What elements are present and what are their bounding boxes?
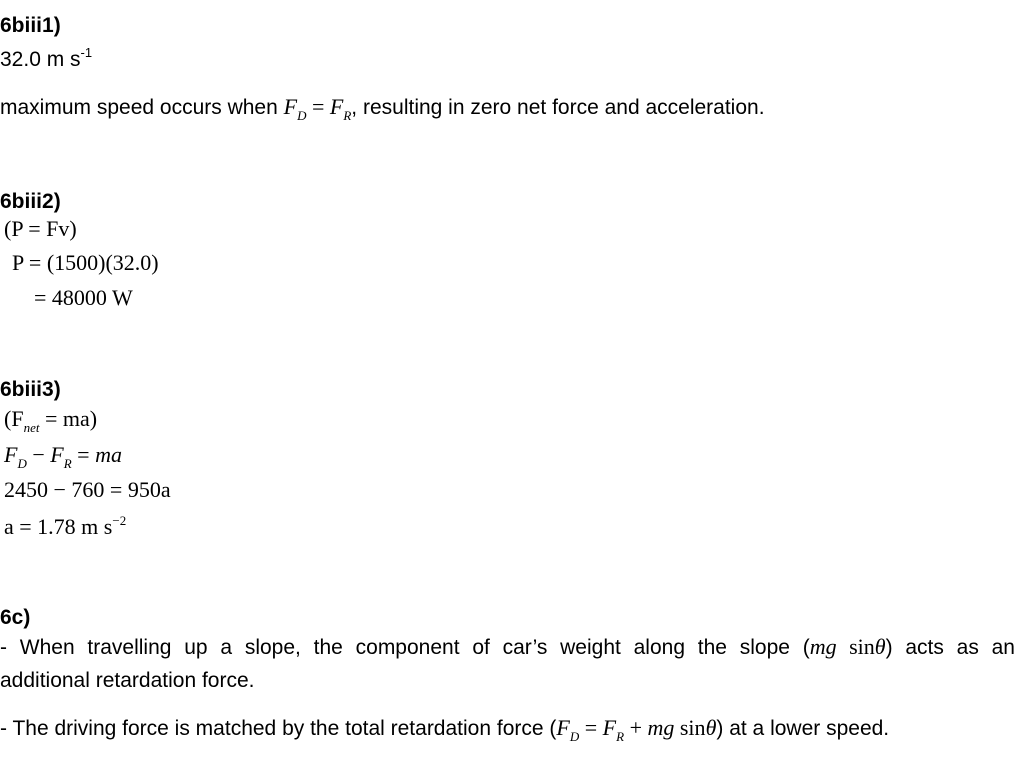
formula-newton-subscript: net <box>23 420 40 435</box>
answer-6biii1 <box>0 45 92 72</box>
acceleration-value: a = 1.78 m s <box>4 514 113 539</box>
equation-fd-equals-fr: $F_D = F_R$ <box>283 94 352 123</box>
answer-value: 32.0 m s <box>0 48 81 71</box>
formula-newton <box>4 406 97 436</box>
formula-newton-part-b: = ma) <box>39 406 98 431</box>
equation-numeric: 2450 − 760 = 950a <box>4 477 171 502</box>
answer-exponent: -1 <box>80 45 93 60</box>
acceleration-exponent: −2 <box>112 513 127 528</box>
bullet-1-line-1 <box>0 630 1015 665</box>
explanation-text-after: , resulting in zero net force and acceleration. <box>351 96 765 119</box>
explanation-text-before: maximum speed occurs when <box>0 96 278 119</box>
heading-6biii3: 6biii3) <box>0 378 61 401</box>
heading-6biii2: 6biii2) <box>0 190 61 213</box>
equation-fd-minus-fr: $F_D - F_R$ = ma <box>4 442 122 471</box>
bullet-2 <box>0 711 1015 754</box>
equation-total-retardation: $F_D = F_R$ + mg sinθ <box>556 715 717 744</box>
formula-newton-part-a: (F <box>4 406 24 431</box>
power-result: = 48000 W <box>34 285 133 310</box>
bullet-2-text-b: ) at a lower speed. <box>716 717 890 740</box>
bullet-1-line-2: additional retardation force. <box>0 669 255 692</box>
power-substitution: P = (1500)(32.0) <box>12 250 159 275</box>
acceleration-result <box>4 513 126 540</box>
bullet-1-text-a: - When travelling up a slope, the component of car’s weight along the slope ( <box>0 636 810 659</box>
equation-mg-sin-theta: mg sinθ <box>809 634 886 659</box>
bullet-2-text-a: - The driving force is matched by the total retardation force ( <box>0 717 557 740</box>
heading-6biii1: 6biii1) <box>0 14 61 37</box>
explanation-6biii1 <box>0 94 765 124</box>
bullet-1-text-b: ) acts as an <box>885 636 1015 659</box>
heading-6c: 6c) <box>0 606 31 629</box>
formula-power: (P = Fv) <box>4 216 77 241</box>
